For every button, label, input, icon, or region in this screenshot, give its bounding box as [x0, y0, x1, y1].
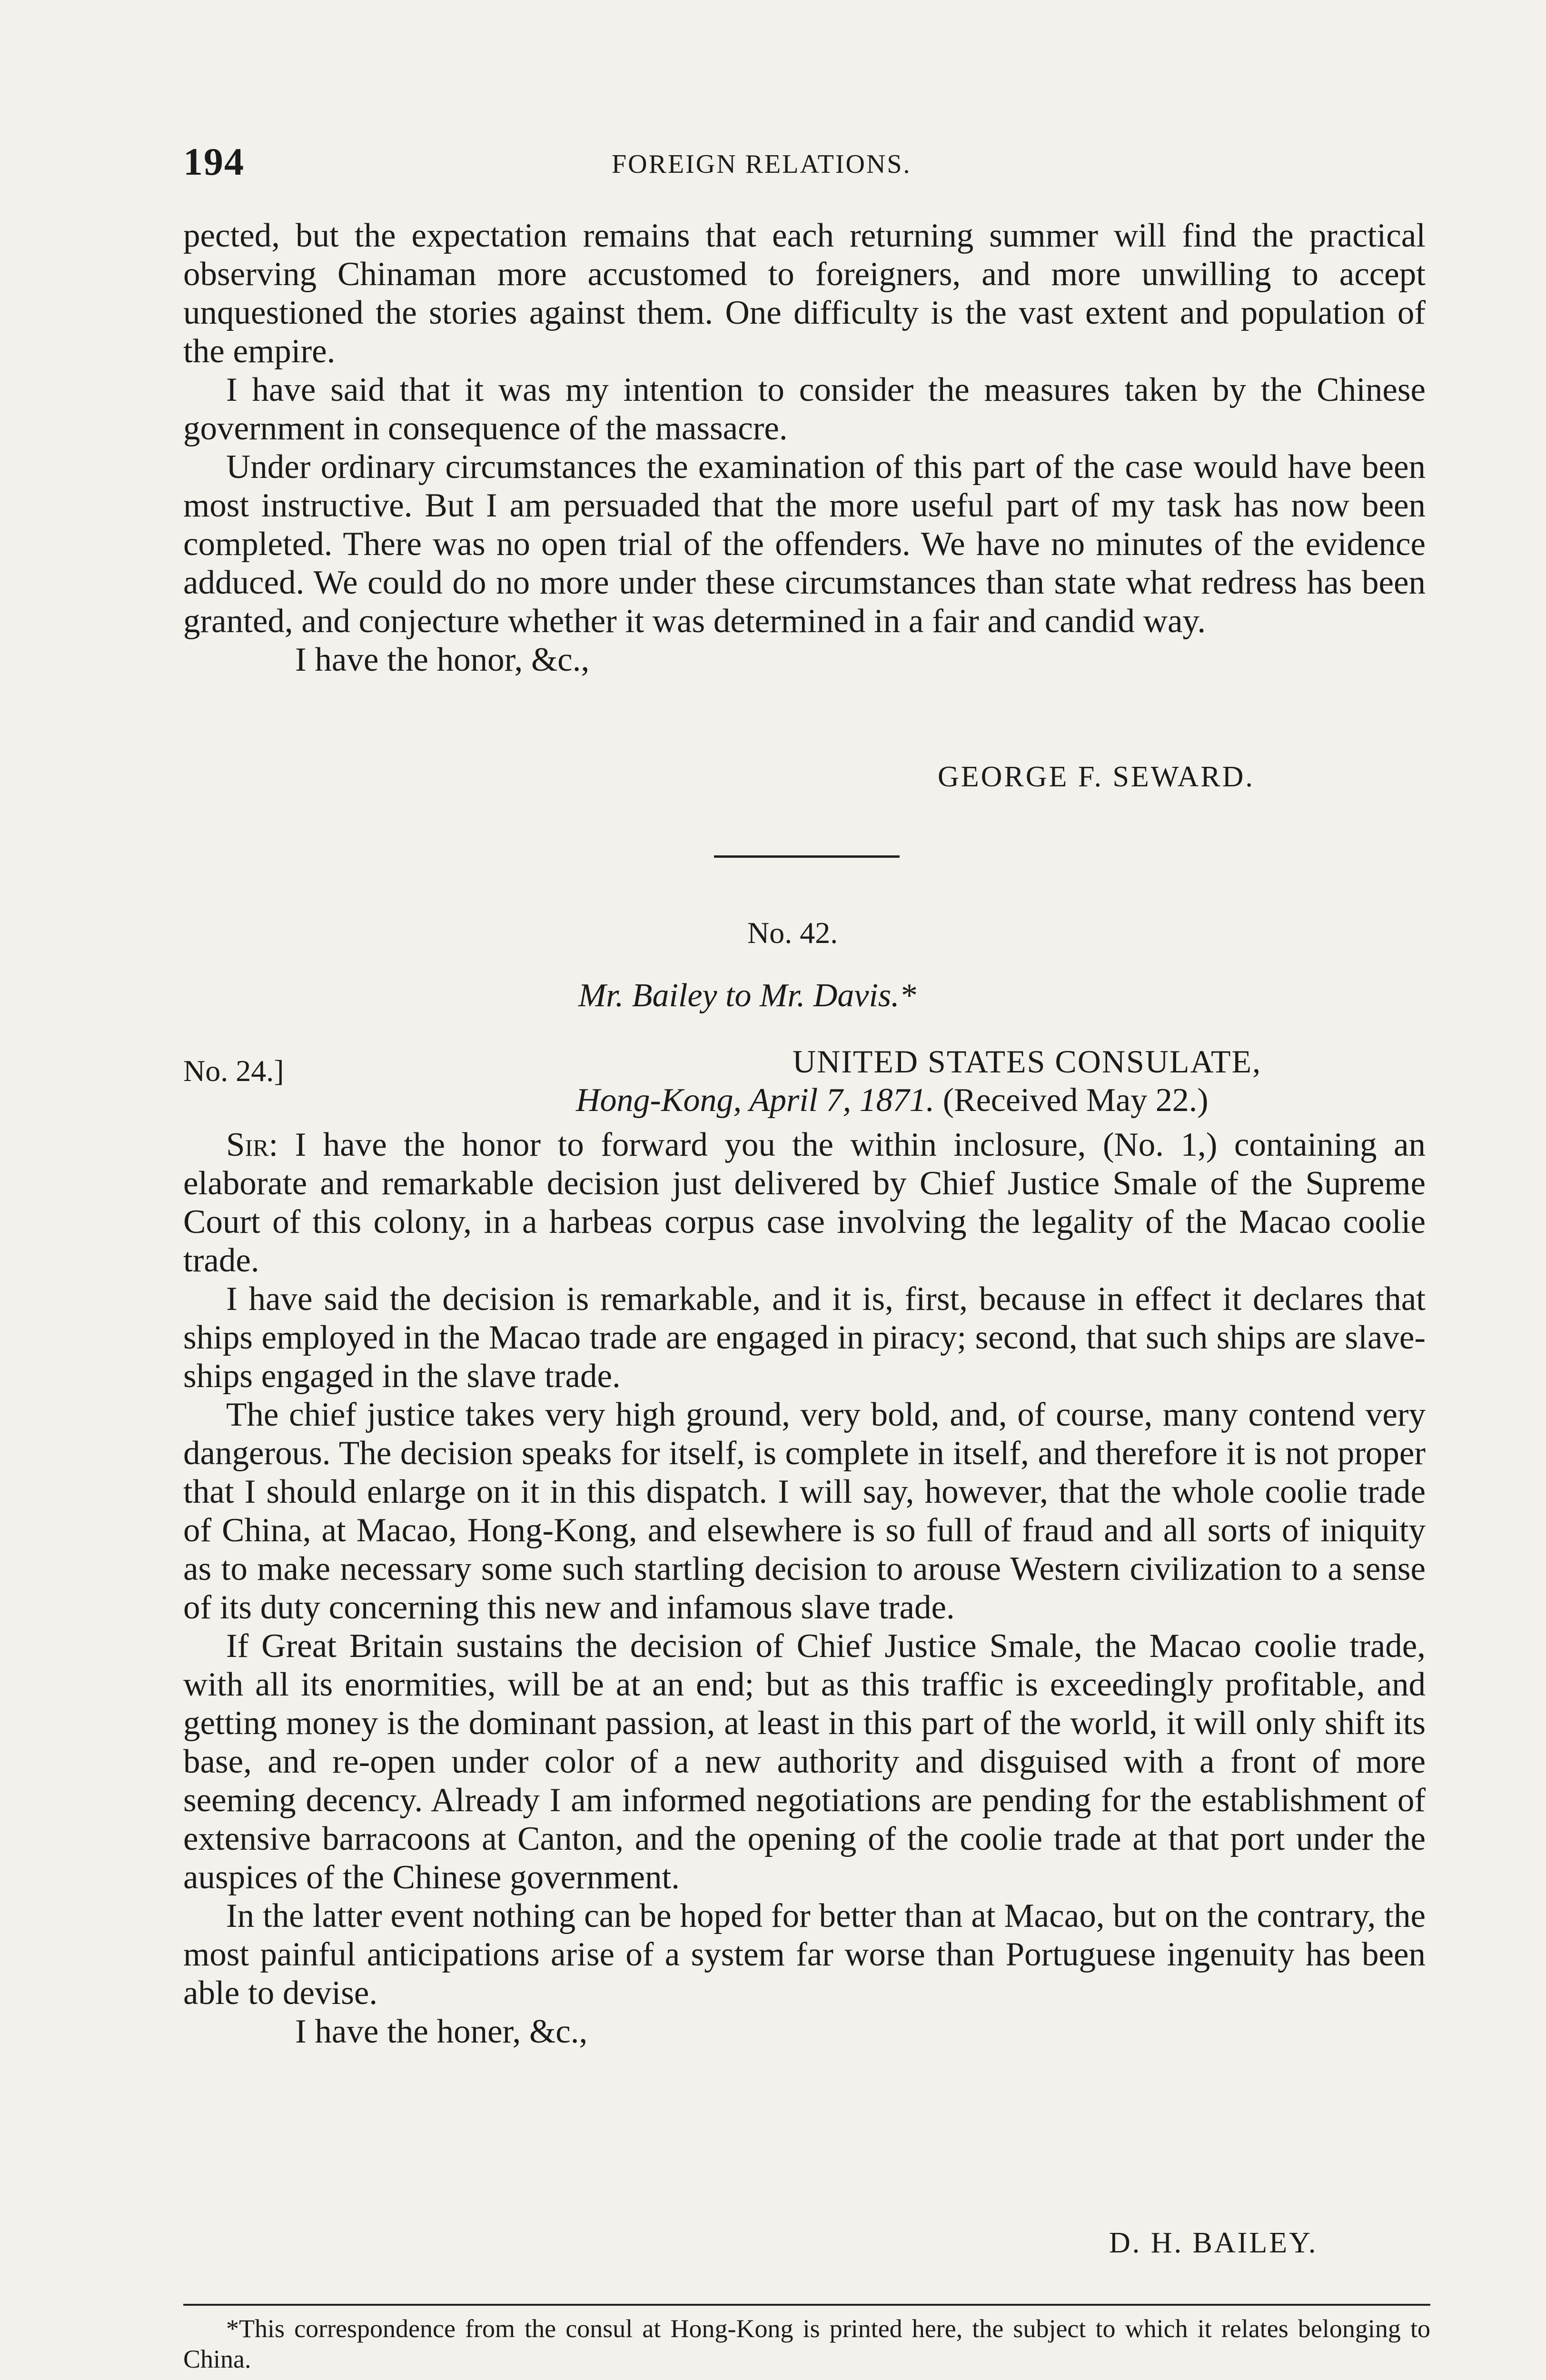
section-divider	[714, 855, 900, 858]
continuation-closing: I have the honor, &c.,	[295, 641, 590, 678]
running-head: FOREIGN RELATIONS.	[612, 149, 912, 179]
salutation: Sir	[226, 1126, 269, 1163]
consulate-heading: UNITED STATES CONSULATE,	[793, 1043, 1262, 1080]
letter-closing: I have the honer, &c.,	[295, 2013, 588, 2050]
seward-signature: GEORGE F. SEWARD.	[938, 761, 1255, 793]
continuation-paragraph-3: Under ordinary circumstances the examination of this part of the case would have been most instructive. But I am persuaded that the more useful part of my task has now been completed. There was no open trial of the offenders. We have no minutes of the evidence adduced. We could do no more under these circumstances than state what redress has been granted, and conjecture whether it was determined in a fair and candid way.	[183, 448, 1426, 640]
page-header	[183, 138, 1421, 200]
letter-paragraph-1	[183, 1126, 1426, 1280]
date-line	[576, 1081, 1209, 1121]
letter-paragraph-5: In the latter event nothing can be hoped for better than at Macao, but on the contrary, the most painful anticipations arise of a system far worse than Portuguese ingenuity has been able to devise.	[183, 1897, 1426, 2012]
letter-paragraph-3: The chief justice takes very high ground, very bold, and, of course, many contend very dangerous. The decision speaks for itself, is complete in itself, and therefore it is not proper that I should enlarge on it in this dispatch. I will say, however, that the whole coolie trade of China, at Macao, Hong-Kong, and elsewhere is so full of fraud and all sorts of iniquity as to make necessary some such startling decision to arouse Western civilization to a sense of its duty concerning this new and infamous slave trade.	[183, 1396, 1426, 1626]
bailey-signature: D. H. BAILEY.	[1109, 2227, 1318, 2259]
document-title: Mr. Bailey to Mr. Davis.*	[578, 977, 916, 1014]
dispatch-number: No. 24.]	[183, 1054, 284, 1088]
continuation-text	[183, 217, 1426, 679]
continuation-paragraph-2: I have said that it was my intention to consider the measures taken by the Chinese government in consequence of the massacre.	[183, 371, 1426, 447]
letter-paragraph-2: I have said the decision is remarkable, and it is, first, because in effect it declares that ships employed in the Macao trade are engaged in piracy; second, that such ships are slave-ships engaged in the slave trade.	[183, 1280, 1426, 1395]
footnote-text: *This correspondence from the consul at Hong-Kong is printed here, the subject to which it relates belonging to China.	[183, 2314, 1430, 2373]
place-date: Hong-Kong, April 7, 1871.	[576, 1082, 935, 1119]
document-number: No. 42.	[747, 916, 838, 950]
letter-body	[183, 1126, 1426, 2051]
page-number: 194	[183, 140, 245, 183]
received-date: (Received May 22.)	[942, 1082, 1209, 1119]
letter-paragraph-4: If Great Britain sustains the decision of Chief Justice Smale, the Macao coolie trade, with all its enormities, will be at an end; but as this traffic is exceedingly profitable, and getting money is the dominant passion, at least in this part of the world, it will only shift its base, and re-open under color of a new authority and disguised with a front of more seeming decency. Already I am informed negotiations are pending for the establishment of extensive barracoons at Canton, and the opening of the coolie trade at that port under the auspices of the Chinese government.	[183, 1627, 1426, 1896]
letter-paragraph-1-text: : I have the honor to forward you the within inclosure, (No. 1,) containing an elaborate and remarkable decision just delivered by Chief Justice Smale of the Supreme Court of this colony, in a harbeas corpus case involving the legality of the Macao coolie trade.	[183, 1126, 1426, 1279]
footnote-rule	[183, 2304, 1430, 2306]
footnote	[183, 2313, 1430, 2374]
continuation-paragraph-1: pected, but the expectation remains that each returning summer will find the practical observing Chinaman more accustomed to foreigners, and more unwilling to accept unquestioned the stories against them. One difficulty is the vast extent and population of the empire.	[183, 217, 1426, 370]
